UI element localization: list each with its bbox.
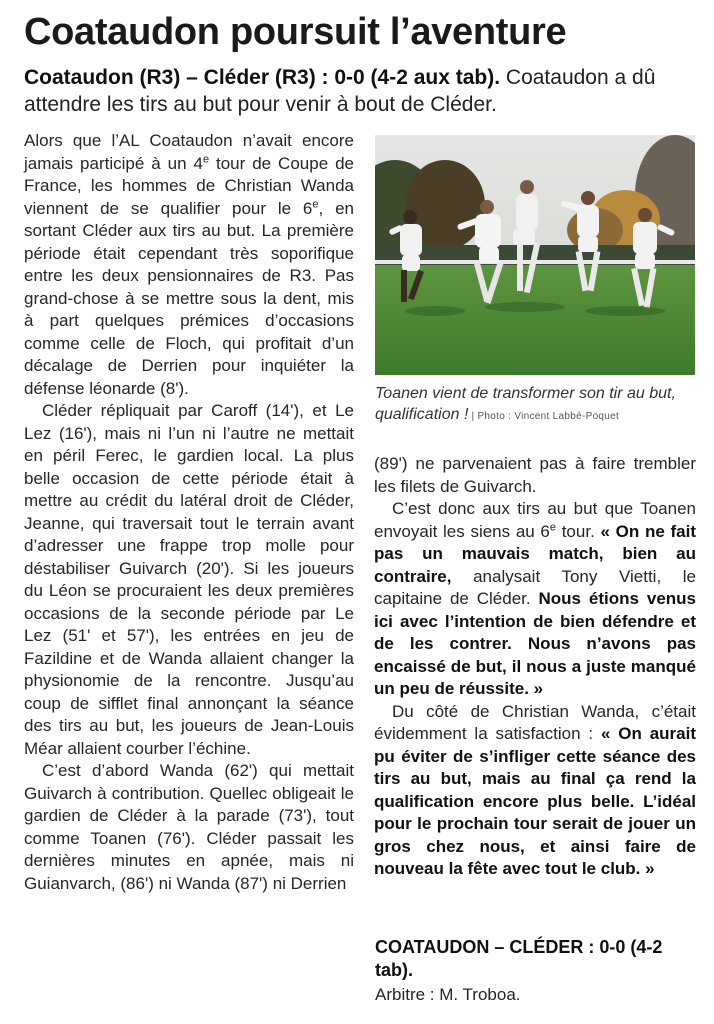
paragraph-text: C’est donc aux tirs au but que Toanen envoyait les siens au 6	[374, 499, 696, 541]
paragraph-continuation: (89') ne parvenaient pas à faire trembler les filets de Guivarch.	[374, 454, 696, 496]
quote-text: Nous étions venus ici avec l’intention de bien défendre et de les contrer. Nous n’avons pas encaissé de but, il nous a juste manqué un peu de réussite. »	[374, 589, 696, 698]
quote-text: « On ne fait pas un mauvais match, bien au contraire,	[374, 521, 696, 586]
paragraph-intro	[24, 130, 354, 400]
ordinal-suffix: e	[202, 152, 210, 165]
subheadline-text: Coataudon a dû attendre les tirs au but pour venir à bout de Cléder.	[24, 66, 656, 116]
paragraph-text: tour de Coupe de France, les hommes de Christian Wanda viennent de se qualifier pour le 6	[24, 153, 354, 218]
ordinal-suffix: e	[312, 197, 319, 210]
paragraph-text: Du côté de Christian Wanda, c’était évidemment la satisfaction :	[374, 701, 696, 743]
photo-credit: | Photo : Vincent Labbé-Poquet	[468, 411, 620, 422]
players-celebrating-image	[375, 135, 695, 375]
match-score-lead: Coataudon (R3) – Cléder (R3) : 0-0 (4-2 aux tab).	[24, 66, 501, 89]
paragraph-text: tour.	[556, 521, 601, 541]
photo-caption	[375, 383, 697, 427]
ordinal-suffix: e	[549, 520, 557, 533]
article-subheadline	[24, 64, 694, 118]
right-text-column	[374, 453, 696, 881]
left-text-column	[24, 130, 354, 895]
paragraph-captain-quote	[374, 498, 696, 701]
quote-text: « On aurait pu éviter de s’infliger cette séance des tirs au but, mais au final ça rend la qualification encore plus belle. L’idéal pour le prochain tour serait de jouer un gros chez nous, et ainsi faire de nouveau la fête avec tout le club. »	[374, 724, 696, 878]
caption-text: Toanen vient de transformer son tir au but, qualification !	[375, 385, 676, 423]
paragraph-coach-quote	[374, 701, 696, 881]
paragraph-text: Alors que l’AL Coataudon n’avait encore jamais participé à un 4	[24, 131, 354, 173]
referee-line: Arbitre : M. Troboa.	[375, 985, 521, 1004]
paragraph-first-half: Cléder répliquait par Caroff (14'), et Le Lez (16'), mais ni l’un ni l’autre ne mettait en péril Ferec, le gardien local. La plus belle occasion de cette période était à mettre au crédit du latéral droit de Cléder, Jeanne, qui traversait tout le terrain avant d’adresser une frappe trop molle pour déstabiliser Guivarch (20'). Si les joueurs du Léon se procuraient les deux premières occasions de la seconde période par Le Lez (51' et 57'), les entrées en jeu de Fazildine et de Wanda allaient changer la physionomie de la rencontre. Jusqu’au coup de sifflet final annonçant la séance des tirs au but, les joueurs de Jean-Louis Méar allaient courber l’échine.	[24, 401, 354, 758]
paragraph-second-half: C’est d’abord Wanda (62') qui mettait Guivarch à contribution. Quellec obligeait le gardien de Cléder à la parade (73'), tout comme Toanen (76'). Cléder passait les dernières minutes en apnée, mais ni Guianvarch, (86') ni Wanda (87') ni Derrien	[24, 761, 354, 893]
paragraph-text: analysait Tony Vietti, le capitaine de Cléder.	[374, 566, 696, 608]
match-photo	[375, 135, 695, 375]
article-headline: Coataudon poursuit l’aventure	[24, 11, 567, 53]
match-result-box: COATAUDON – CLÉDER : 0-0 (4-2 tab).	[375, 937, 663, 980]
paragraph-text: , en sortant Cléder aux tirs au but. La première période était cependant très soporifique entre les deux pensionnaires de R3. Pas grand-chose à se mettre sous la dent, mis à part quelques prémices d’occasions comme celle de Floch, qui profitait d’un décalage de Derrien pour inquiéter la défense léonarde (8').	[24, 198, 354, 398]
